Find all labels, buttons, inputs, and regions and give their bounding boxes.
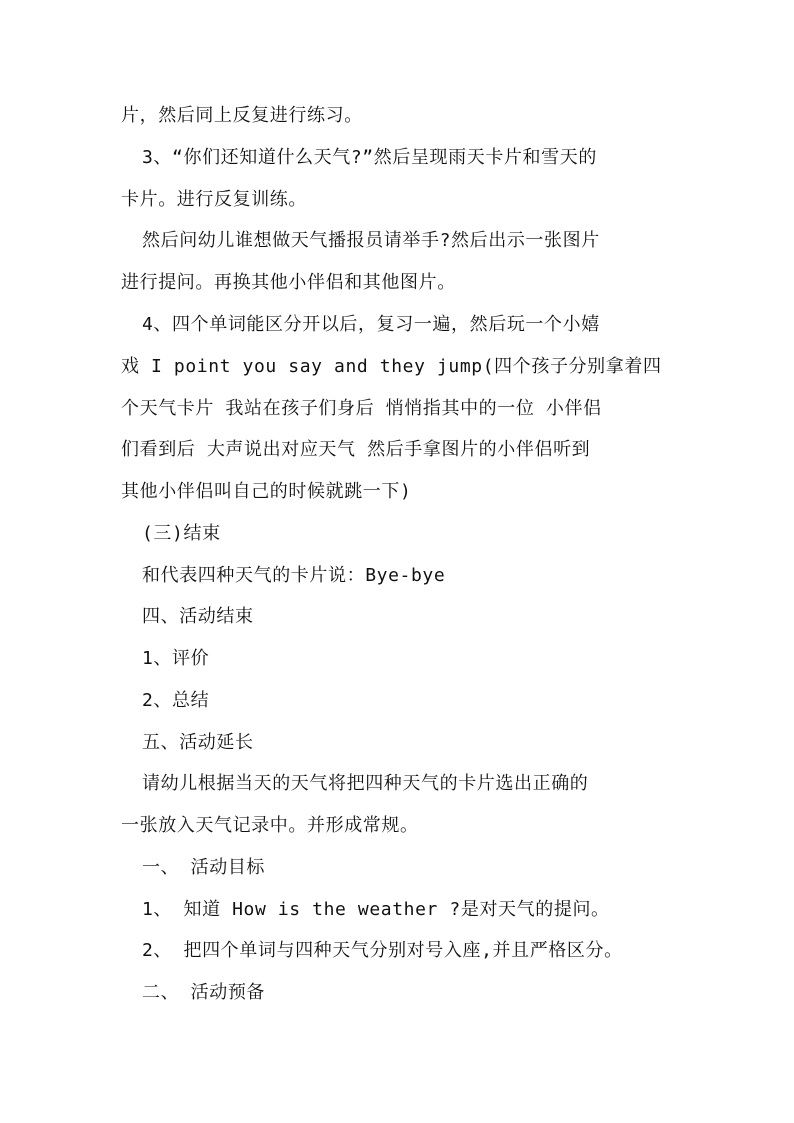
text-line: 请幼儿根据当天的天气将把四种天气的卡片选出正确的 <box>142 773 589 794</box>
section-heading: 二、 活动预备 <box>142 982 266 1003</box>
section-heading: 五、活动延长 <box>142 732 254 753</box>
section-heading: 四、活动结束 <box>142 606 254 627</box>
text-line: 其他小伴侣叫自己的时候就跳一下) <box>121 481 412 502</box>
text-line: 一张放入天气记录中。并形成常规。 <box>121 815 419 836</box>
text-line: 个天气卡片 我站在孩子们身后 悄悄指其中的一位 小伴侣 <box>121 398 602 419</box>
section-heading: 一、 活动目标 <box>142 857 266 878</box>
text-line: 进行提问。再换其他小伴侣和其他图片。 <box>121 272 456 293</box>
text-line: 3、“你们还知道什么天气?”然后呈现雨天卡片和雪天的 <box>142 147 597 168</box>
text-line: 和代表四种天气的卡片说：Bye-bye <box>142 565 446 586</box>
text-line: 片，然后同上反复进行练习。 <box>121 105 363 126</box>
list-item: 1、评价 <box>142 648 210 669</box>
list-item: 2、 把四个单词与四种天气分别对号入座,并且严格区分。 <box>142 940 623 961</box>
text-line: 戏 I point you say and they jump(四个孩子分别拿着四 <box>121 356 662 377</box>
text-line: 然后问幼儿谁想做天气播报员请举手?然后出示一张图片 <box>142 230 600 251</box>
section-heading: (三)结束 <box>142 523 221 544</box>
list-item: 1、 知道 How is the weather ?是对天气的提问。 <box>142 899 610 920</box>
list-item: 2、总结 <box>142 690 210 711</box>
text-line: 卡片。进行反复训练。 <box>121 189 307 210</box>
text-line: 们看到后 大声说出对应天气 然后手拿图片的小伴侣听到 <box>121 439 591 460</box>
text-line: 4、四个单词能区分开以后，复习一遍，然后玩一个小嬉 <box>142 314 600 335</box>
